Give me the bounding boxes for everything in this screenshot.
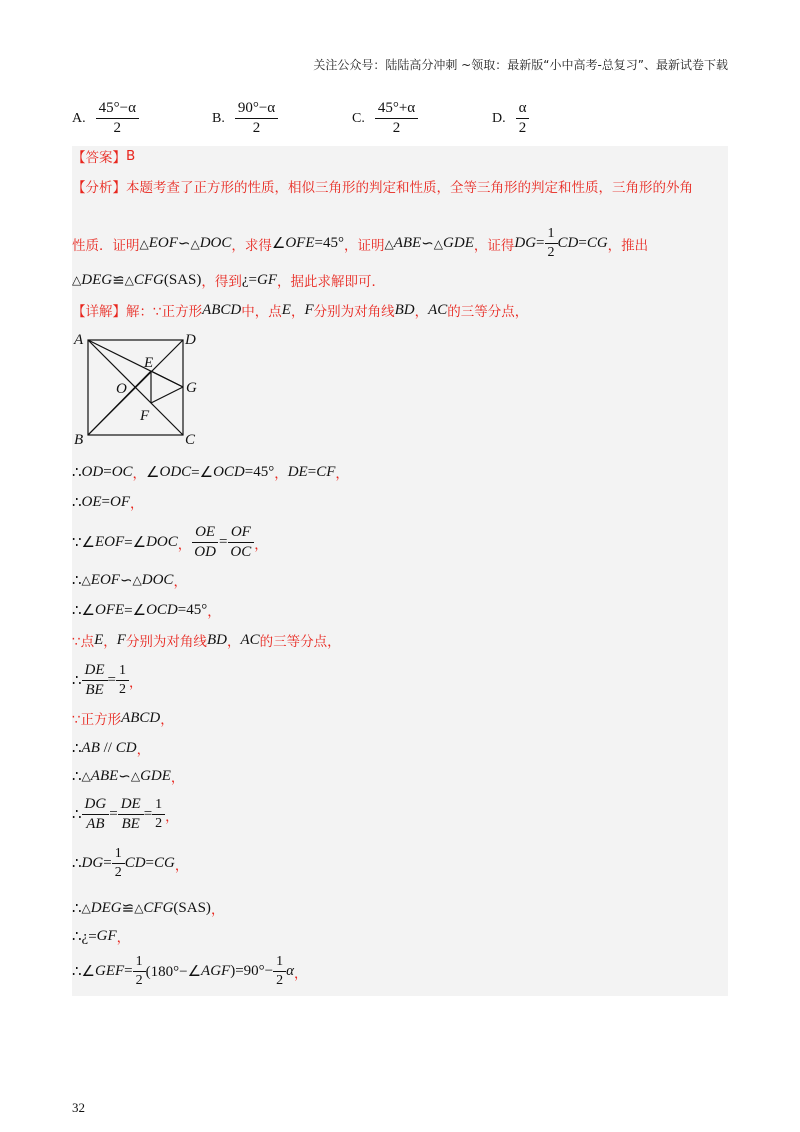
- choice-letter: A.: [72, 110, 86, 126]
- step-8: ∵正方形 ABCD ，: [72, 709, 174, 728]
- analysis-line-3: △ DEG ≌ △ CFG (SAS) ，得到 ¿= GF ，据此求解即可．: [72, 271, 386, 290]
- detail-intro: 【详解】 解：∵正方形 ABCD 中，点 E ， F 分别为对角线 BD ， AC 的三等分点，: [72, 301, 529, 320]
- choice-letter: C.: [352, 110, 365, 126]
- page-number: 32: [72, 1100, 85, 1115]
- step-12: ∴ DG = $\frac{1}{2}$ CD = CG ，: [72, 846, 189, 881]
- step-5: ∴∠ OFE =∠ OCD =45° ，: [72, 601, 221, 620]
- segment-fg: [151, 387, 183, 403]
- label-g: G: [186, 380, 197, 396]
- label-d: D: [185, 332, 196, 348]
- step-6: ∵点 E ， F 分别为对角线 BD ， AC 的三等分点，: [72, 631, 341, 650]
- choice-letter: D.: [492, 110, 506, 126]
- answer-choices: [72, 100, 732, 144]
- step-15: ∴∠ GEF = $\frac{1}{2}$ (180°−∠ AGF )=90°− $\frac{1}{2}$ α ，: [72, 954, 308, 989]
- segment-eg: [151, 371, 183, 387]
- label-f: F: [140, 408, 150, 424]
- step-7: ∴ $\frac{DE}{BE}$ = $\frac{1}{2}$ ，: [72, 662, 143, 699]
- step-2: ∴ OE = OF ，: [72, 493, 144, 512]
- step-4: ∴ △ EOF ∽ △ DOC ，: [72, 571, 187, 590]
- step-11: ∴ $\frac{DG}{AB}$ = $\frac{DE}{BE}$ = $\frac{1}{2}$ ，: [72, 796, 179, 833]
- choice-c: [352, 100, 418, 138]
- label-o: O: [116, 381, 127, 397]
- step-10: ∴ △ ABE ∽ △ GDE ，: [72, 767, 185, 786]
- step-1: ∴ OD = OC ， ∠ ODC =∠ OCD =45° ， DE = CF ，: [72, 463, 349, 482]
- label-a: A: [74, 332, 84, 348]
- label-c: C: [185, 432, 196, 448]
- choice-a: [72, 100, 139, 138]
- choice-fraction: $\frac{45^\circ+\alpha}{2}$: [375, 100, 418, 138]
- choice-fraction: $\frac{45^\circ-\alpha}{2}$: [96, 100, 139, 138]
- square-figure: [72, 330, 202, 448]
- step-14: ∴¿= GF ，: [72, 927, 131, 946]
- choice-b: [212, 100, 278, 138]
- choice-letter: B.: [212, 110, 225, 126]
- choice-fraction: $\frac{90^\circ-\alpha}{2}$: [235, 100, 278, 138]
- choice-d: [492, 100, 529, 138]
- choice-fraction: $\frac{\alpha}{2}$: [516, 100, 530, 138]
- analysis-line-1: 【分析】 本题考查了正方形的性质，相似三角形的判定和性质，全等三角形的判定和性质，三角形的外角: [72, 180, 693, 196]
- answer-line: 【答案】 B: [72, 148, 136, 166]
- step-13: ∴ △ DEG ≌ △ CFG (SAS) ，: [72, 899, 225, 918]
- solution-block: [72, 146, 728, 996]
- step-3: ∵∠ EOF =∠ DOC ， $\frac{OE}{OD}$ = $\frac{OF}{OC}$ ，: [72, 524, 268, 561]
- analysis-line-2: 性质．证明 △ EOF ∽ △ DOC ，求得 ∠ OFE =45° ，证明 △ ABE ∽ △ GDE ，证得 DG = $\frac{1}{2}$ CD = CG ，推出: [72, 226, 649, 261]
- page-header: 关注公众号：陆陆高分冲刺 ~领取：最新版“小中高考-总复习”、最新试卷下载: [313, 58, 728, 72]
- step-9: ∴ AB // CD ，: [72, 739, 151, 758]
- label-e: E: [144, 355, 154, 371]
- label-b: B: [74, 432, 84, 448]
